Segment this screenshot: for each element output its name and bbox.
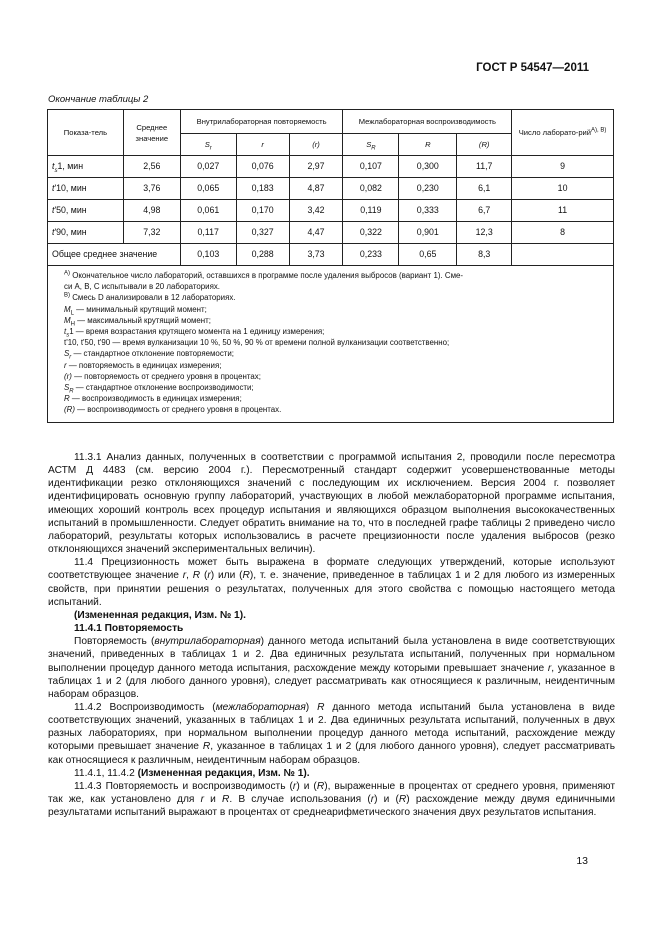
cell-r: 0,327 xyxy=(236,222,289,244)
header-indicator: Показа-тель xyxy=(48,110,124,156)
body-text xyxy=(48,451,615,819)
header-r: r xyxy=(236,134,289,156)
note-sr: $S_r$ — стандартное отклонение повторяемости; xyxy=(64,349,234,360)
cell-rp: 3,42 xyxy=(289,200,343,222)
header-reproducibility-group: Межлабораторная воспроизводимость xyxy=(343,110,512,134)
table-row xyxy=(48,156,614,178)
cell-sR: 0,082 xyxy=(343,178,399,200)
paragraph-11-4-3: 11.4.3 Повторяемость и воспроизводимость (r) и (R), выраженные в процентах от среднего уровня, применяют так же, как установлено для r и R. В случае использования (r) и (R) расхождение между двумя единичными результатами испытаний выражают в процентах от среднеарифметического значения двух результатов испытания. xyxy=(48,780,616,819)
cell-rp: 2,97 xyxy=(289,156,343,178)
header-r-percent: (r) xyxy=(289,134,343,156)
row-label: $t_s1$, мин xyxy=(48,156,124,178)
cell-rp: 4,47 xyxy=(289,222,343,244)
note-a: $^{А)}$ Окончательное число лабораторий, оставшихся в программе после удаления выбросов (вариант 1). Сме- xyxy=(64,270,464,280)
table-row-total: Общее среднее значение 0,103 0,288 3,73 0,233 0,65 8,3 xyxy=(48,244,614,266)
note-a-cont: си А, В, С испытывали в 20 лабораториях. xyxy=(64,282,220,292)
amendment-note-2: 11.4.1, 11.4.2 (Измененная редакция, Изм. № 1). xyxy=(74,767,310,779)
page-number: 13 xyxy=(576,855,588,867)
row-label: t'10, мин xyxy=(48,178,124,200)
row-label: t'50, мин xyxy=(48,200,124,222)
standard-designation: ГОСТ Р 54547—2011 xyxy=(476,62,589,74)
table-caption: Окончание таблицы 2 xyxy=(48,94,149,105)
cell-sR: 0,322 xyxy=(343,222,399,244)
cell-mean: 4,98 xyxy=(123,200,180,222)
cell-R: 0,300 xyxy=(399,156,457,178)
paragraph-11-3-1: 11.3.1 Анализ данных, полученных в соответствии с программой испытания 2, проводили после пересмотра АСТМ Д 4483 (см. версию 2004 г.). Пересмотренный стандарт содержит усовершенствованные методы идентификации резко отклоняющихся значений с последующим их исключением. Версия 2004 г. позволяет идентифицировать основную группу лабораторий, участвующих в любой межлабораторной программе испытания, имеющих хороший контроль всех процедур испытания и являющихся образцом выполнения высококачественных испытаний в промышленности. Следует обратить внимание на то, что в последней графе таблицы 2 приведено число лабораторий, результаты которых использовались в расчете прецизионности после удаления выбросов (резко отклоняющихся значений экспериментальных величин). xyxy=(48,452,615,556)
note-b: $^{В)}$ Смесь D анализировали в 12 лабораториях. xyxy=(64,292,236,303)
header-sR: $S_R$ xyxy=(343,134,399,156)
cell-n: 8 xyxy=(512,222,614,244)
cell-rp: 4,87 xyxy=(289,178,343,200)
note-tv: t'10, t'50, t'90 — время вулканизации 10 %, 50 %, 90 % от времени полной вулканизации соответственно; xyxy=(64,338,450,348)
cell-sr: 0,117 xyxy=(180,222,236,244)
cell-n: 11 xyxy=(512,200,614,222)
cell-r: 0,170 xyxy=(236,200,289,222)
cell-mean: 2,56 xyxy=(123,156,180,178)
cell-Rp: 11,7 xyxy=(457,156,512,178)
header-repeatability-group: Внутрилабораторная повторяемость xyxy=(180,110,343,134)
cell-sR: 0,119 xyxy=(343,200,399,222)
note-r-percent: (r) — повторяемость от среднего уровня в процентах; xyxy=(64,371,261,381)
amendment-note-1: (Измененная редакция, Изм. № 1). xyxy=(74,609,246,621)
cell-r: 0,076 xyxy=(236,156,289,178)
table-notes xyxy=(48,266,614,423)
cell-n: 10 xyxy=(512,178,614,200)
note-R: R — воспроизводимость в единицах измерения; xyxy=(64,394,242,404)
note-ml: $M_L$ — минимальный крутящий момент; xyxy=(64,304,207,315)
note-ts: $t_s1$ — время возрастания крутящего момента на 1 единицу измерения; xyxy=(64,327,325,338)
heading-11-4-1: 11.4.1 Повторяемость xyxy=(74,623,184,635)
header-lab-count: Число лаборато-рий$^{А), В)}$ xyxy=(512,110,614,156)
header-R-percent: (R) xyxy=(457,134,512,156)
cell-Rp: 6,7 xyxy=(457,200,512,222)
note-R-percent: (R) — воспроизводимость от среднего уровня в процентах. xyxy=(64,405,282,415)
cell-r: 0,183 xyxy=(236,178,289,200)
paragraph-repeatability: Повторяемость (внутрилабораторная) данного метода испытаний была установлена в виде соответствующих значений, приведенных в таблицах 1 и 2. Два единичных результата испытаний, полученных при нормальном выполнении процедур данного метода испытания, расхождение между которыми превышает значение r, указанное в таблицах 1 и 2 (для любого данного уровня), следует рассматривать как относящиеся к различным, неидентичным наборам образцов. xyxy=(48,636,615,700)
cell-R: 0,333 xyxy=(399,200,457,222)
paragraph-11-4-2: 11.4.2 Воспроизводимость (межлабораторная) R данного метода испытаний была установлена в виде соответствующих значений, указанных в таблицах 1 и 2. Два единичных результата испытаний, полученных в двух разных лабораториях, при нормальном выполнении процедур данного метода испытаний, расхождение между которыми превышает значение R, указанное в таблицах 1 и 2 (для любого данного уровня), следует рассматривать как относящиеся к различным, неидентичным наборам образцов. xyxy=(48,701,616,766)
cell-sr: 0,027 xyxy=(180,156,236,178)
note-mh: $M_H$ — максимальный крутящий момент; xyxy=(64,315,211,327)
paragraph-11-4: 11.4 Прецизионность может быть выражена в формате следующих утверждений, которые используют соответствующее значение r, R (r) или (R), т. е. значение, приведенное в таблицах 1 и 2 для любого из измеренных свойств, при принятии решения о результатах, полученных для этого свойства с помощью настоящего метода испытаний. xyxy=(48,557,615,608)
cell-n: 9 xyxy=(512,156,614,178)
row-label: t'90, мин xyxy=(48,222,124,244)
cell-Rp: 12,3 xyxy=(457,222,512,244)
cell-R: 0,901 xyxy=(399,222,457,244)
cell-Rp: 6,1 xyxy=(457,178,512,200)
table-row xyxy=(48,222,614,244)
cell-mean: 7,32 xyxy=(123,222,180,244)
header-sr: $S_r$ xyxy=(180,134,236,156)
header-R: R xyxy=(399,134,457,156)
note-sR: $S_R$ — стандартное отклонение воспроизводимости; xyxy=(64,383,254,394)
cell-sr: 0,061 xyxy=(180,200,236,222)
header-mean: Среднее значение xyxy=(123,110,180,156)
table-row xyxy=(48,200,614,222)
table-row xyxy=(48,178,614,200)
precision-table xyxy=(47,109,614,423)
cell-sr: 0,065 xyxy=(180,178,236,200)
note-r: r — повторяемость в единицах измерения; xyxy=(64,360,222,370)
cell-R: 0,230 xyxy=(399,178,457,200)
cell-sR: 0,107 xyxy=(343,156,399,178)
cell-mean: 3,76 xyxy=(123,178,180,200)
